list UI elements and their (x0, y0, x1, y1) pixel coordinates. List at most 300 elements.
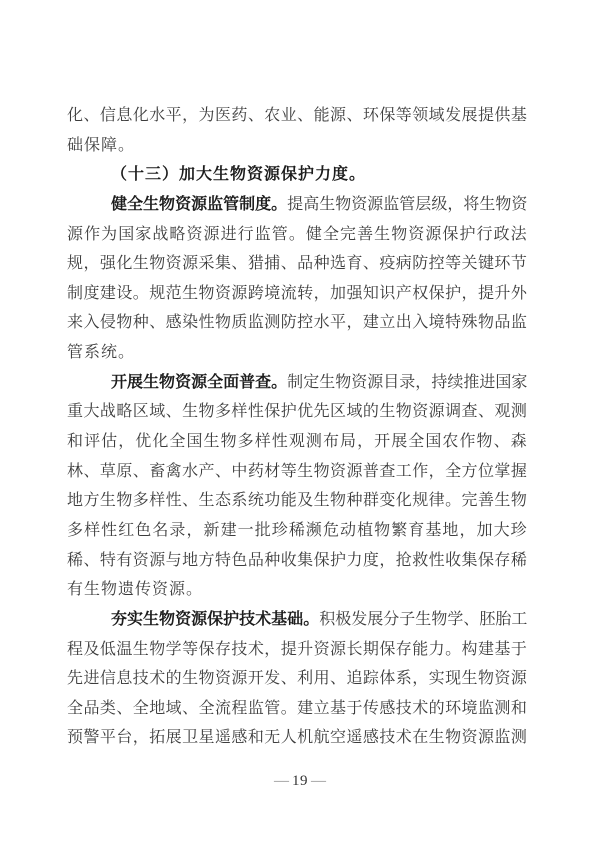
body-char: 生 (182, 403, 199, 421)
body-char: 源 (330, 107, 347, 124)
body-char: 源 (231, 284, 248, 302)
body-char: 胚 (479, 610, 496, 628)
body-char: 珍 (271, 521, 288, 539)
body-char: 资 (494, 670, 511, 688)
body-char: 存 (494, 551, 511, 569)
body-char: 进 (83, 670, 100, 688)
body-char: 外 (510, 284, 527, 302)
body-char: 来 (67, 314, 84, 332)
body-char: 平 (330, 314, 347, 332)
bold-lead-char: 础 (287, 610, 304, 628)
bold-lead-char: 实 (127, 610, 144, 628)
body-char: 家 (511, 373, 528, 391)
body-char: 人 (280, 729, 297, 747)
body-char: 重 (67, 403, 84, 421)
body-char: 供 (494, 107, 511, 124)
body-char: 调 (445, 403, 462, 421)
body-char: 域 (149, 403, 166, 421)
page-footer (0, 771, 600, 791)
body-char: 侵 (99, 314, 116, 332)
body-char: 护 (459, 225, 476, 243)
body-char: 提 (287, 195, 304, 213)
body-char: ， (415, 373, 432, 391)
body-char: 水 (149, 107, 166, 124)
body-char: 于 (510, 640, 527, 658)
body-char: 估 (101, 433, 118, 451)
body-char: 法 (510, 225, 527, 243)
text-line (67, 101, 527, 131)
body-char: 繁 (391, 521, 408, 539)
body-char: 防 (412, 255, 429, 273)
body-char: 生 (132, 255, 149, 273)
body-char: 航 (313, 729, 330, 747)
body-char: ， (186, 521, 203, 539)
body-char: 完 (461, 492, 478, 510)
body-char: 观 (494, 403, 511, 421)
body-char: 方 (461, 462, 478, 480)
body-char: 育 (408, 521, 425, 539)
body-char: 学 (447, 610, 464, 628)
body-char: 、 (83, 551, 100, 569)
body-char: 机 (297, 729, 314, 747)
body-char: 域 (428, 107, 445, 124)
bold-lead-char: 资 (175, 195, 192, 213)
body-char: 监 (247, 699, 264, 717)
body-char: 展 (461, 107, 478, 124)
body-char: 基 (425, 521, 442, 539)
body-char: 为 (101, 225, 118, 243)
body-char: 等 (182, 640, 199, 658)
body-char: 完 (340, 225, 357, 243)
body-char: 建 (297, 699, 314, 717)
body-char: 样 (254, 433, 271, 451)
body-char: 性 (198, 314, 215, 332)
body-char: 类 (99, 699, 116, 717)
body-char: 域 (165, 699, 182, 717)
body-char: 水 (313, 314, 330, 332)
body-char: 地 (67, 492, 84, 510)
body-char: 、 (280, 670, 297, 688)
body-char: 管 (264, 699, 281, 717)
body-char: 的 (165, 670, 182, 688)
body-char: 资 (132, 551, 149, 569)
body-char: 学 (165, 640, 182, 658)
body-char: 救 (412, 551, 429, 569)
body-char: 系 (395, 670, 412, 688)
body-char: 批 (254, 521, 271, 539)
text-line (67, 308, 527, 338)
body-char: 物 (477, 314, 494, 332)
body-char: 捕 (264, 255, 281, 273)
body-char: 物 (149, 640, 166, 658)
body-char: 能 (280, 492, 297, 510)
body-char: 物 (330, 492, 347, 510)
body-char: 监 (254, 225, 271, 243)
body-char: 地 (442, 521, 459, 539)
body-char: 境 (428, 314, 445, 332)
body-char: 生 (99, 492, 116, 510)
body-char: 新 (203, 521, 220, 539)
body-char: 用 (313, 670, 330, 688)
body-char: 强 (346, 284, 363, 302)
body-char: 位 (477, 462, 494, 480)
body-char: 优 (135, 433, 152, 451)
body-char: 信 (99, 107, 116, 124)
body-char: 地 (182, 551, 199, 569)
bold-lead-char: 源 (191, 373, 208, 391)
body-char: 和 (247, 729, 264, 747)
body-char: 度 (362, 551, 379, 569)
body-char: 生 (479, 195, 496, 213)
body-char: 特 (445, 314, 462, 332)
body-char: 红 (118, 521, 135, 539)
body-char: 濒 (305, 521, 322, 539)
body-char: 护 (280, 403, 297, 421)
body-char: 药 (231, 107, 248, 124)
body-char: 感 (231, 729, 248, 747)
body-char: 集 (214, 255, 231, 273)
body-char: 种 (264, 551, 281, 569)
body-char: 管 (271, 225, 288, 243)
body-char: 温 (116, 640, 133, 658)
body-char: 先 (67, 670, 84, 688)
body-char: 特 (99, 551, 116, 569)
body-char: 资 (408, 225, 425, 243)
body-char: 、 (116, 699, 133, 717)
body-char: 战 (152, 225, 169, 243)
body-char: 律 (428, 492, 445, 510)
body-char: 中 (231, 462, 248, 480)
body-char: 胎 (495, 610, 512, 628)
bold-lead-char: 物 (159, 610, 176, 628)
body-char: 建 (220, 521, 237, 539)
body-char: 警 (83, 729, 100, 747)
bold-lead-char: 生 (143, 610, 160, 628)
footer-left-dash: — (274, 773, 289, 789)
body-char: 规 (412, 492, 429, 510)
body-char: 转 (297, 284, 314, 302)
body-char: 空 (330, 729, 347, 747)
body-char: 加 (476, 521, 493, 539)
text-line (67, 486, 527, 516)
body-char: 等 (395, 107, 412, 124)
body-char: 基 (330, 699, 347, 717)
body-char: 和 (67, 433, 84, 451)
body-char: 源 (367, 195, 384, 213)
body-char: 源 (367, 373, 384, 391)
body-char: 立 (379, 314, 396, 332)
body-char: 生 (313, 492, 330, 510)
bold-lead-char: 资 (175, 610, 192, 628)
body-char: 优 (297, 403, 314, 421)
body-char: 积 (319, 610, 336, 628)
body-char: 危 (322, 521, 339, 539)
text-line (67, 457, 527, 487)
body-char: 长 (346, 640, 363, 658)
body-char: 稀 (510, 551, 527, 569)
body-char: 发 (445, 107, 462, 124)
bold-lead-char: 。 (271, 373, 288, 391)
body-char: 物 (220, 433, 237, 451)
body-char: 力 (428, 640, 445, 658)
body-char: ， (428, 462, 445, 480)
body-char: 国 (495, 373, 512, 391)
body-char: 基 (510, 107, 527, 124)
body-char: 群 (362, 492, 379, 510)
body-char: 方 (198, 551, 215, 569)
body-char: 加 (330, 284, 347, 302)
body-char: 化 (395, 492, 412, 510)
body-char: 色 (135, 521, 152, 539)
body-char: 全 (322, 225, 339, 243)
body-char: 保 (379, 107, 396, 124)
body-char: 保 (379, 640, 396, 658)
body-text: 础保障。 (67, 136, 136, 154)
body-char: 工 (395, 462, 412, 480)
body-char: 进 (220, 225, 237, 243)
body-char: 掌 (494, 462, 511, 480)
body-char: 术 (395, 729, 412, 747)
body-char: 源 (477, 729, 494, 747)
body-char: 等 (445, 255, 462, 273)
body-char: 资 (214, 670, 231, 688)
body-char: 监 (510, 314, 527, 332)
body-char: 入 (83, 314, 100, 332)
body-char: 国 (425, 433, 442, 451)
bold-lead-char: 全 (207, 373, 224, 391)
body-char: 保 (313, 551, 330, 569)
body-char: 术 (149, 670, 166, 688)
bold-lead-char: 物 (159, 195, 176, 213)
body-char: 全 (169, 433, 186, 451)
body-char: 原 (116, 462, 133, 480)
body-char: 生 (203, 433, 220, 451)
body-char: 化 (152, 433, 169, 451)
body-char: 资 (351, 373, 368, 391)
body-char: 资 (214, 284, 231, 302)
body-char: ， (379, 551, 396, 569)
body-char: 推 (463, 373, 480, 391)
bold-lead-char: 资 (175, 373, 192, 391)
body-char: 无 (264, 729, 281, 747)
body-char: 极 (335, 610, 352, 628)
body-char: 普 (362, 462, 379, 480)
body-char: 物 (198, 403, 215, 421)
body-char: 物 (510, 492, 527, 510)
body-char: 、 (214, 462, 231, 480)
body-char: 收 (445, 551, 462, 569)
body-char: 知 (362, 284, 379, 302)
page-number: 19 (292, 773, 308, 789)
body-char: 度 (83, 284, 100, 302)
body-char: 物 (431, 610, 448, 628)
body-char: 、 (165, 403, 182, 421)
body-char: 升 (297, 640, 314, 658)
body-char: 集 (297, 551, 314, 569)
body-char: 规 (67, 255, 84, 273)
body-char: 测 (510, 403, 527, 421)
bold-lead-char: 基 (271, 610, 288, 628)
body-char: 拓 (149, 729, 166, 747)
body-char: 殊 (461, 314, 478, 332)
bold-lead-char: 普 (239, 373, 256, 391)
body-char: 物 (116, 492, 133, 510)
body-char: 权 (412, 284, 429, 302)
body-char: 资 (165, 255, 182, 273)
body-char: 建 (477, 640, 494, 658)
body-char: 层 (415, 195, 432, 213)
body-char: 物 (214, 314, 231, 332)
body-char: 物 (477, 670, 494, 688)
document-text-block (67, 101, 527, 753)
body-char: 、 (362, 255, 379, 273)
body-char: 环 (445, 699, 462, 717)
body-char: ， (264, 640, 281, 658)
body-char: 控 (297, 314, 314, 332)
body-char: 台 (116, 729, 133, 747)
body-char: 测 (305, 433, 322, 451)
body-char: 展 (165, 729, 182, 747)
body-char: 能 (313, 107, 330, 124)
body-char: 全 (198, 699, 215, 717)
body-char: 、 (231, 255, 248, 273)
body-char: 保 (477, 551, 494, 569)
body-char: 及 (83, 640, 100, 658)
body-char: 草 (99, 462, 116, 480)
body-char: 。 (288, 225, 305, 243)
body-char: 术 (412, 699, 429, 717)
body-char: 感 (165, 314, 182, 332)
body-char: 生 (415, 610, 432, 628)
body-char: 农 (264, 107, 281, 124)
body-char: 建 (362, 314, 379, 332)
text-line (67, 338, 527, 368)
body-char: 源 (182, 255, 199, 273)
body-char: 资 (412, 403, 429, 421)
body-char: 病 (395, 255, 412, 273)
body-char: 护 (445, 284, 462, 302)
bold-lead-char: 健 (111, 195, 128, 213)
body-char: 和 (510, 699, 527, 717)
body-char: 化 (67, 107, 84, 124)
body-char: ， (461, 284, 478, 302)
body-char: 生 (379, 403, 396, 421)
body-char: 品 (247, 551, 264, 569)
body-char: 化 (132, 107, 149, 124)
body-char: 生 (319, 195, 336, 213)
body-char: 大 (493, 521, 510, 539)
body-char: 性 (428, 551, 445, 569)
body-char: 进 (479, 373, 496, 391)
body-char: 多 (132, 492, 149, 510)
body-char: 平 (165, 107, 182, 124)
body-char: 、 (83, 462, 100, 480)
body-char: 功 (264, 492, 281, 510)
body-char: 稀 (67, 551, 84, 569)
body-char: 评 (84, 433, 101, 451)
body-char: 国 (118, 225, 135, 243)
body-char: 的 (428, 699, 445, 717)
body-char: 、 (132, 462, 149, 480)
body-char: 名 (152, 521, 169, 539)
body-char: 品 (83, 699, 100, 717)
body-char: 特 (214, 551, 231, 569)
body-char: 略 (116, 403, 133, 421)
body-char: 查 (379, 462, 396, 480)
body-char: 及 (297, 492, 314, 510)
body-char: 农 (442, 433, 459, 451)
body-char: 国 (186, 433, 203, 451)
body-char: 植 (357, 521, 374, 539)
text-line (67, 723, 527, 753)
body-char: 大 (83, 403, 100, 421)
bold-lead-char: 。 (303, 610, 320, 628)
body-char: 物 (476, 433, 493, 451)
body-char: ， (118, 433, 135, 451)
body-char: 出 (395, 314, 412, 332)
body-char: 设 (116, 284, 133, 302)
body-char: 多 (214, 403, 231, 421)
body-char: 、 (182, 492, 199, 510)
body-char: 采 (198, 255, 215, 273)
body-char: 为 (198, 107, 215, 124)
body-char: 提 (477, 284, 494, 302)
body-char: 。 (445, 492, 462, 510)
body-char: 林 (67, 462, 84, 480)
text-line (67, 575, 527, 605)
body-char: 种 (346, 492, 363, 510)
body-char: 管 (399, 195, 416, 213)
body-char: 续 (447, 373, 464, 391)
body-char: 物 (198, 284, 215, 302)
body-char: 集 (461, 551, 478, 569)
body-char: 区 (330, 403, 347, 421)
body-char: 育 (346, 255, 363, 273)
body-char: 在 (412, 729, 429, 747)
body-char: 技 (395, 699, 412, 717)
body-char: 源 (67, 225, 84, 243)
body-char: 作 (459, 433, 476, 451)
body-char: 保 (198, 640, 215, 658)
body-char: 产 (395, 284, 412, 302)
body-char: 物 (374, 521, 391, 539)
text-line (67, 694, 527, 724)
body-char: 监 (383, 195, 400, 213)
body-char: 性 (101, 521, 118, 539)
body-char: 家 (135, 225, 152, 243)
text-line (67, 664, 527, 694)
body-char: 录 (169, 521, 186, 539)
body-char: 物 (313, 462, 330, 480)
body-char: 生 (182, 670, 199, 688)
body-char: 程 (67, 640, 84, 658)
body-char: 生 (461, 670, 478, 688)
body-char: 禽 (165, 462, 182, 480)
body-char: 技 (231, 640, 248, 658)
text-line (67, 516, 527, 546)
body-char: 物 (495, 195, 512, 213)
body-char: 现 (445, 670, 462, 688)
body-char: 测 (494, 699, 511, 717)
body-char: 控 (428, 255, 445, 273)
text-line (67, 635, 527, 665)
body-char: ， (182, 107, 199, 124)
body-char: 将 (463, 195, 480, 213)
body-char: 行 (476, 225, 493, 243)
body-char: 物 (391, 225, 408, 243)
body-char: 全 (132, 699, 149, 717)
body-char: 与 (165, 551, 182, 569)
